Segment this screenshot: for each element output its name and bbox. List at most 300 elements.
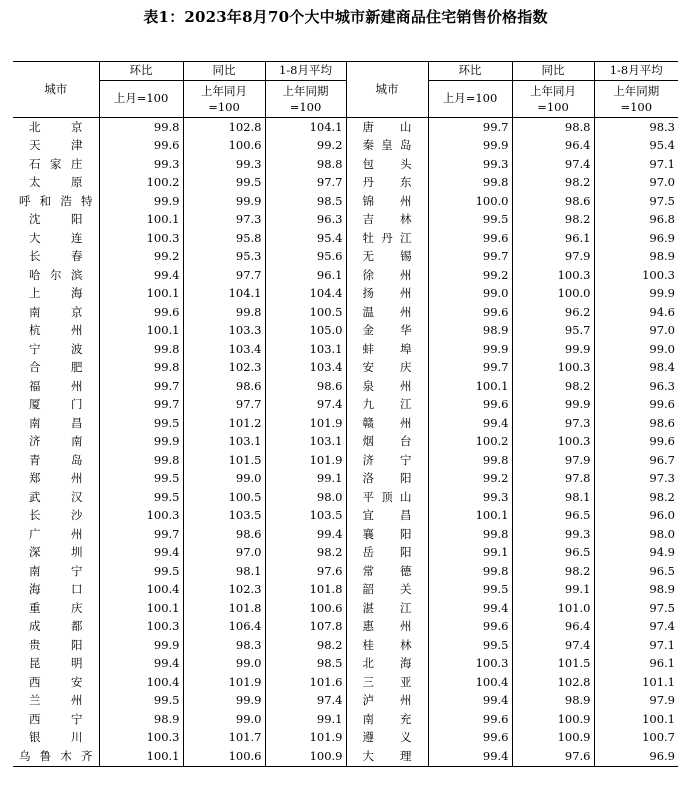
mom-cell-left: 99.7 [99,377,183,396]
city-cell-left: 杭州 [29,323,83,337]
yoy-cell-right: 97.6 [512,747,594,766]
city-cell-left: 上海 [29,286,83,300]
table-row [13,414,678,433]
table-row [13,285,678,304]
table-row [13,488,678,507]
mom-cell-left: 99.8 [99,118,183,137]
avg-header-left: 1-8月平均 [265,62,346,81]
yoy-cell-left: 102.8 [183,118,265,137]
avg-cell-left: 97.4 [265,692,346,711]
yoy-cell-right: 100.3 [512,433,594,452]
avg-cell-right: 98.0 [594,525,678,544]
city-cell-left: 石家庄 [29,156,83,171]
mom-header-right: 环比 [428,62,512,81]
table-row [13,451,678,470]
mom-header-left: 环比 [99,62,183,81]
mom-cell-right: 99.7 [428,359,512,378]
avg-cell-right: 98.6 [594,414,678,433]
mom-cell-right: 99.0 [428,285,512,304]
city-cell-left: 广州 [29,526,83,541]
mom-cell-right: 99.4 [428,747,512,766]
avg-cell-left: 99.2 [265,137,346,156]
city-cell-right: 济宁 [346,451,428,470]
yoy-cell-left: 106.4 [183,618,265,637]
avg-cell-right: 98.9 [594,581,678,600]
city-cell-left: 济南 [29,434,83,448]
city-cell-left: 南宁 [29,563,83,578]
mom-cell-right: 100.2 [428,433,512,452]
yoy-cell-left: 100.6 [183,137,265,156]
table-row [13,544,678,563]
yoy-cell-left: 98.3 [183,636,265,655]
avg-cell-left: 95.6 [265,248,346,267]
avg-cell-right: 97.0 [594,174,678,193]
mom-cell-right: 99.8 [428,174,512,193]
table-row [13,729,678,748]
mom-cell-left: 99.5 [99,692,183,711]
yoy-cell-right: 97.3 [512,414,594,433]
yoy-cell-right: 96.4 [512,618,594,637]
table-row [13,396,678,415]
mom-cell-left: 100.3 [99,229,183,248]
avg-cell-right: 98.2 [594,488,678,507]
city-cell-right: 洛阳 [346,470,428,489]
table-row [13,618,678,637]
mom-cell-left: 100.1 [99,211,183,230]
avg-cell-right: 97.9 [594,692,678,711]
mom-cell-left: 99.4 [99,655,183,674]
avg-cell-left: 107.8 [265,618,346,637]
yoy-cell-right: 99.9 [512,396,594,415]
yoy-cell-right: 96.5 [512,544,594,563]
yoy-cell-right: 98.2 [512,562,594,581]
mom-cell-right: 99.7 [428,248,512,267]
yoy-cell-right: 99.9 [512,340,594,359]
yoy-cell-right: 98.6 [512,192,594,211]
mom-cell-left: 100.4 [99,581,183,600]
city-cell-left: 福州 [29,378,83,393]
avg-cell-left: 101.9 [265,729,346,748]
yoy-cell-left: 102.3 [183,359,265,378]
mom-cell-right: 99.8 [428,525,512,544]
avg-cell-left: 99.1 [265,710,346,729]
city-cell-left: 南昌 [29,415,83,430]
yoy-cell-right: 97.4 [512,636,594,655]
mom-cell-right: 100.3 [428,655,512,674]
mom-cell-right: 99.3 [428,155,512,174]
yoy-cell-left: 101.7 [183,729,265,748]
yoy-cell-left: 101.5 [183,451,265,470]
mom-cell-left: 99.8 [99,359,183,378]
mom-cell-left: 99.5 [99,562,183,581]
avg-cell-left: 97.4 [265,396,346,415]
avg-cell-right: 96.5 [594,562,678,581]
avg-cell-right: 98.3 [594,118,678,137]
avg-cell-right: 98.9 [594,248,678,267]
avg-cell-left: 98.5 [265,655,346,674]
mom-cell-right: 99.8 [428,562,512,581]
yoy-cell-left: 99.5 [183,174,265,193]
table-header [13,62,678,118]
yoy-cell-right: 96.2 [512,303,594,322]
mom-cell-right: 99.6 [428,618,512,637]
city-cell-left: 武汉 [29,489,83,504]
avg-cell-right: 96.1 [594,655,678,674]
table-row [13,433,678,452]
price-index-table [13,61,678,767]
table-row [13,581,678,600]
yoy-cell-left: 103.3 [183,322,265,341]
city-cell-left: 兰州 [29,693,83,707]
mom-cell-left: 99.8 [99,451,183,470]
city-cell-left: 深圳 [29,545,83,559]
avg-cell-right: 98.4 [594,359,678,378]
city-cell-right: 泸州 [346,692,428,711]
avg-cell-right: 100.7 [594,729,678,748]
yoy-cell-right: 96.5 [512,507,594,526]
city-cell-left: 重庆 [29,600,83,615]
city-cell-right: 丹东 [346,174,428,193]
avg-cell-left: 96.3 [265,211,346,230]
yoy-cell-right: 100.0 [512,285,594,304]
avg-cell-right: 96.0 [594,507,678,526]
mom-cell-right: 99.8 [428,451,512,470]
avg-cell-left: 95.4 [265,229,346,248]
avg-cell-left: 101.6 [265,673,346,692]
avg-cell-right: 99.9 [594,285,678,304]
avg-cell-right: 99.6 [594,433,678,452]
mom-cell-left: 99.2 [99,248,183,267]
yoy-cell-right: 102.8 [512,673,594,692]
mom-cell-right: 99.9 [428,137,512,156]
mom-cell-left: 99.5 [99,414,183,433]
avg-cell-right: 99.6 [594,396,678,415]
avg-cell-left: 97.6 [265,562,346,581]
mom-cell-left: 99.3 [99,155,183,174]
city-cell-right: 牡丹江 [346,229,428,248]
mom-cell-right: 99.2 [428,470,512,489]
table-row [13,229,678,248]
mom-cell-left: 99.5 [99,470,183,489]
city-cell-right: 安庆 [346,359,428,378]
city-cell-left: 沈阳 [29,212,83,226]
table-row [13,470,678,489]
city-cell-right: 徐州 [346,266,428,285]
table-row [13,137,678,156]
avg-cell-left: 104.4 [265,285,346,304]
city-cell-left: 哈尔滨 [29,267,83,282]
avg-base-left: 上年同期 =100 [265,81,346,118]
mom-cell-left: 100.4 [99,673,183,692]
avg-cell-left: 98.8 [265,155,346,174]
avg-cell-right: 97.1 [594,155,678,174]
avg-cell-right: 97.5 [594,192,678,211]
city-cell-right: 襄阳 [346,525,428,544]
avg-cell-right: 100.1 [594,710,678,729]
avg-cell-left: 105.0 [265,322,346,341]
yoy-cell-left: 100.5 [183,488,265,507]
city-cell-left: 大连 [29,230,83,245]
mom-cell-left: 99.9 [99,433,183,452]
avg-cell-left: 103.5 [265,507,346,526]
mom-cell-right: 99.4 [428,692,512,711]
city-cell-left: 银川 [29,730,83,744]
city-cell-right: 宜昌 [346,507,428,526]
city-cell-right: 岳阳 [346,544,428,563]
mom-cell-left: 99.7 [99,396,183,415]
mom-cell-right: 99.5 [428,211,512,230]
table-row [13,340,678,359]
avg-cell-right: 101.1 [594,673,678,692]
city-cell-right: 烟台 [346,433,428,452]
city-cell-right: 九江 [346,396,428,415]
avg-cell-right: 97.3 [594,470,678,489]
city-cell-right: 三亚 [346,673,428,692]
mom-cell-left: 100.3 [99,729,183,748]
city-cell-left: 贵阳 [29,637,83,652]
avg-cell-left: 100.9 [265,747,346,766]
table-row [13,118,678,137]
avg-cell-left: 97.7 [265,174,346,193]
mom-cell-left: 99.4 [99,544,183,563]
mom-cell-right: 99.7 [428,118,512,137]
yoy-cell-right: 100.9 [512,729,594,748]
avg-cell-left: 104.1 [265,118,346,137]
yoy-cell-left: 99.9 [183,192,265,211]
avg-cell-left: 103.1 [265,433,346,452]
yoy-cell-right: 100.3 [512,266,594,285]
city-cell-left: 昆明 [29,656,83,670]
avg-cell-right: 96.3 [594,377,678,396]
avg-cell-left: 98.2 [265,544,346,563]
city-cell-right: 扬州 [346,285,428,304]
mom-cell-right: 99.4 [428,599,512,618]
yoy-cell-right: 98.8 [512,118,594,137]
table-row [13,155,678,174]
avg-cell-left: 103.1 [265,340,346,359]
avg-cell-right: 100.3 [594,266,678,285]
city-cell-right: 北海 [346,655,428,674]
yoy-cell-left: 104.1 [183,285,265,304]
mom-cell-right: 99.6 [428,710,512,729]
avg-cell-right: 94.6 [594,303,678,322]
yoy-cell-left: 97.0 [183,544,265,563]
yoy-cell-left: 102.3 [183,581,265,600]
yoy-cell-right: 99.1 [512,581,594,600]
avg-cell-right: 96.8 [594,211,678,230]
city-cell-left: 长沙 [29,508,83,522]
yoy-cell-right: 97.9 [512,451,594,470]
table-row [13,525,678,544]
city-cell-left: 郑州 [29,471,83,485]
avg-cell-right: 97.5 [594,599,678,618]
yoy-cell-right: 101.0 [512,599,594,618]
avg-header-right: 1-8月平均 [594,62,678,81]
yoy-cell-right: 97.9 [512,248,594,267]
avg-base-right: 上年同期 =100 [594,81,678,118]
avg-cell-left: 99.4 [265,525,346,544]
yoy-cell-right: 97.4 [512,155,594,174]
city-cell-right: 锦州 [346,192,428,211]
mom-cell-right: 100.1 [428,377,512,396]
mom-cell-left: 100.1 [99,285,183,304]
yoy-cell-right: 98.2 [512,377,594,396]
city-cell-left: 西安 [29,674,83,689]
mom-cell-right: 99.6 [428,396,512,415]
mom-cell-right: 99.5 [428,636,512,655]
mom-cell-right: 99.5 [428,581,512,600]
mom-cell-right: 99.6 [428,729,512,748]
avg-cell-right: 97.0 [594,322,678,341]
city-cell-right: 吉林 [346,211,428,230]
mom-cell-right: 99.1 [428,544,512,563]
avg-cell-right: 99.0 [594,340,678,359]
city-cell-right: 秦皇岛 [346,137,428,156]
avg-cell-left: 98.6 [265,377,346,396]
yoy-cell-left: 95.8 [183,229,265,248]
city-cell-right: 南充 [346,710,428,729]
yoy-cell-right: 98.2 [512,211,594,230]
yoy-cell-left: 99.9 [183,692,265,711]
table-row [13,673,678,692]
table-row [13,322,678,341]
avg-cell-right: 96.9 [594,747,678,766]
table-row [13,359,678,378]
yoy-cell-left: 97.3 [183,211,265,230]
table-row [13,692,678,711]
avg-cell-left: 98.2 [265,636,346,655]
table-row [13,211,678,230]
table-row [13,562,678,581]
mom-cell-left: 100.1 [99,599,183,618]
mom-cell-left: 99.9 [99,636,183,655]
city-cell-left: 北京 [29,119,83,134]
mom-base-left: 上月=100 [99,81,183,118]
table-row [13,266,678,285]
yoy-cell-left: 103.4 [183,340,265,359]
city-cell-right: 无锡 [346,248,428,267]
city-cell-left: 西宁 [29,711,83,726]
yoy-cell-left: 103.1 [183,433,265,452]
city-cell-right: 遵义 [346,729,428,748]
yoy-cell-left: 99.0 [183,710,265,729]
table-row [13,636,678,655]
avg-cell-left: 103.4 [265,359,346,378]
yoy-cell-right: 97.8 [512,470,594,489]
mom-cell-right: 99.9 [428,340,512,359]
city-cell-left: 南京 [29,304,83,319]
mom-cell-right: 100.0 [428,192,512,211]
yoy-header-left: 同比 [183,62,265,81]
city-cell-right: 平顶山 [346,488,428,507]
avg-cell-right: 97.4 [594,618,678,637]
yoy-cell-left: 95.3 [183,248,265,267]
mom-cell-right: 99.3 [428,488,512,507]
mom-cell-left: 99.8 [99,340,183,359]
mom-base-right: 上月=100 [428,81,512,118]
mom-cell-left: 99.4 [99,266,183,285]
city-cell-left: 天津 [29,138,83,152]
yoy-cell-right: 101.5 [512,655,594,674]
yoy-cell-right: 98.1 [512,488,594,507]
city-cell-left: 厦门 [29,397,83,411]
city-cell-left: 青岛 [29,452,83,467]
table-row [13,192,678,211]
yoy-base-right: 上年同月 =100 [512,81,594,118]
city-cell-right: 大理 [346,747,428,766]
avg-cell-left: 100.6 [265,599,346,618]
city-header-left: 城市 [13,62,99,118]
mom-cell-left: 100.2 [99,174,183,193]
city-cell-right: 桂林 [346,636,428,655]
table-body [13,118,678,767]
city-cell-left: 成都 [29,619,83,633]
mom-cell-right: 99.4 [428,414,512,433]
avg-cell-right: 97.1 [594,636,678,655]
mom-cell-right: 99.2 [428,266,512,285]
yoy-cell-right: 96.1 [512,229,594,248]
avg-cell-right: 96.9 [594,229,678,248]
city-cell-left: 乌鲁木齐 [13,747,99,766]
mom-cell-left: 99.6 [99,137,183,156]
avg-cell-left: 98.0 [265,488,346,507]
city-cell-right: 包头 [346,155,428,174]
table-row [13,655,678,674]
city-cell-right: 金华 [346,322,428,341]
mom-cell-right: 100.4 [428,673,512,692]
avg-cell-left: 100.5 [265,303,346,322]
yoy-cell-right: 95.7 [512,322,594,341]
mom-cell-left: 98.9 [99,710,183,729]
mom-cell-left: 99.5 [99,488,183,507]
avg-cell-right: 95.4 [594,137,678,156]
table-row [13,710,678,729]
city-cell-left: 海口 [29,582,83,596]
table-row [13,377,678,396]
mom-cell-left: 100.1 [99,322,183,341]
yoy-cell-left: 99.0 [183,655,265,674]
avg-cell-right: 94.9 [594,544,678,563]
yoy-cell-right: 99.3 [512,525,594,544]
yoy-cell-right: 98.2 [512,174,594,193]
table-row [13,174,678,193]
yoy-header-right: 同比 [512,62,594,81]
yoy-cell-left: 101.8 [183,599,265,618]
yoy-cell-right: 100.3 [512,359,594,378]
city-cell-left: 合肥 [29,360,83,374]
mom-cell-left: 100.3 [99,618,183,637]
mom-cell-right: 98.9 [428,322,512,341]
city-cell-right: 惠州 [346,618,428,637]
yoy-cell-left: 99.0 [183,470,265,489]
city-header-right: 城市 [346,62,428,118]
city-cell-right: 泉州 [346,377,428,396]
yoy-cell-left: 97.7 [183,266,265,285]
yoy-cell-left: 98.1 [183,562,265,581]
yoy-cell-right: 96.4 [512,137,594,156]
yoy-cell-left: 97.7 [183,396,265,415]
mom-cell-left: 99.6 [99,303,183,322]
yoy-cell-left: 101.9 [183,673,265,692]
yoy-cell-right: 98.9 [512,692,594,711]
avg-cell-left: 101.8 [265,581,346,600]
avg-cell-left: 99.1 [265,470,346,489]
table-row [13,507,678,526]
yoy-base-left: 上年同月 =100 [183,81,265,118]
city-cell-right: 唐山 [346,118,428,137]
mom-cell-left: 100.3 [99,507,183,526]
city-cell-left: 宁波 [29,341,83,356]
